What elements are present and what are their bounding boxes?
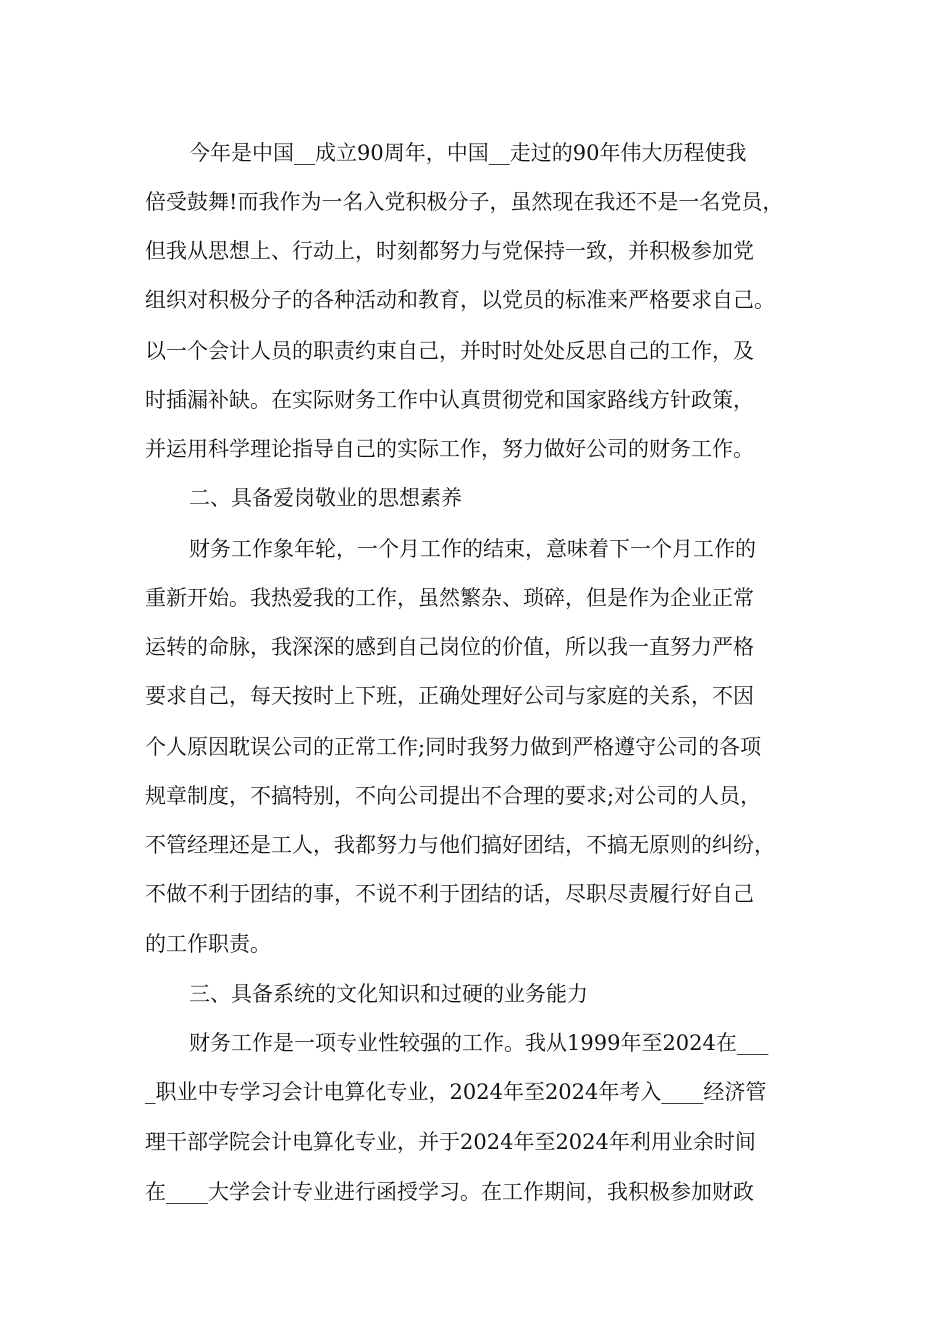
paragraph-line: 财务工作是一项专业性较强的工作。我从1999年至2024在___ [189,1031,769,1055]
paragraph-line: 重新开始。我热爱我的工作，虽然繁杂、琐碎，但是作为企业正常 [145,586,754,610]
paragraph-line: 时插漏补缺。在实际财务工作中认真贯彻党和国家路线方针政策， [145,388,754,412]
paragraph-line: 在____大学会计专业进行函授学习。在工作期间，我积极参加财政 [145,1180,754,1204]
paragraph-line: 不做不利于团结的事，不说不利于团结的话，尽职尽责履行好自己 [145,882,754,906]
section-heading: 二、具备爱岗敬业的思想素养 [189,486,462,510]
paragraph-line: 但我从思想上、行动上，时刻都努力与党保持一致，并积极参加党 [145,239,754,263]
paragraph-line: 以一个会计人员的职责约束自己，并时时处处反思自己的工作，及 [145,339,754,363]
paragraph-line: 倍受鼓舞!而我作为一名入党积极分子，虽然现在我还不是一名党员， [145,190,784,214]
paragraph-line: 的工作职责。 [145,932,271,956]
paragraph-line: 要求自己，每天按时上下班，正确处理好公司与家庭的关系，不因 [145,684,754,708]
paragraph-line: 运转的命脉，我深深的感到自己岗位的价值，所以我一直努力严格 [145,635,754,659]
paragraph-line: 组织对积极分子的各种活动和教育，以党员的标准来严格要求自己。 [145,288,775,312]
paragraph-line: 今年是中国__成立90周年，中国__走过的90年伟大历程使我 [189,141,747,165]
paragraph-line: 理干部学院会计电算化专业，并于2024年至2024年利用业余时间 [145,1130,756,1154]
paragraph-line: 财务工作象年轮，一个月工作的结束，意味着下一个月工作的 [189,537,756,561]
section-heading: 三、具备系统的文化知识和过硬的业务能力 [189,982,588,1006]
paragraph-line: 不管经理还是工人，我都努力与他们搞好团结，不搞无原则的纠纷， [145,833,775,857]
paragraph-line: _职业中专学习会计电算化专业，2024年至2024年考入____经济管 [145,1080,767,1104]
paragraph-line: 并运用科学理论指导自己的实际工作，努力做好公司的财务工作。 [145,437,754,461]
paragraph-line: 个人原因耽误公司的正常工作;同时我努力做到严格遵守公司的各项 [145,735,762,759]
paragraph-line: 规章制度，不搞特别，不向公司提出不合理的要求;对公司的人员， [145,784,762,808]
